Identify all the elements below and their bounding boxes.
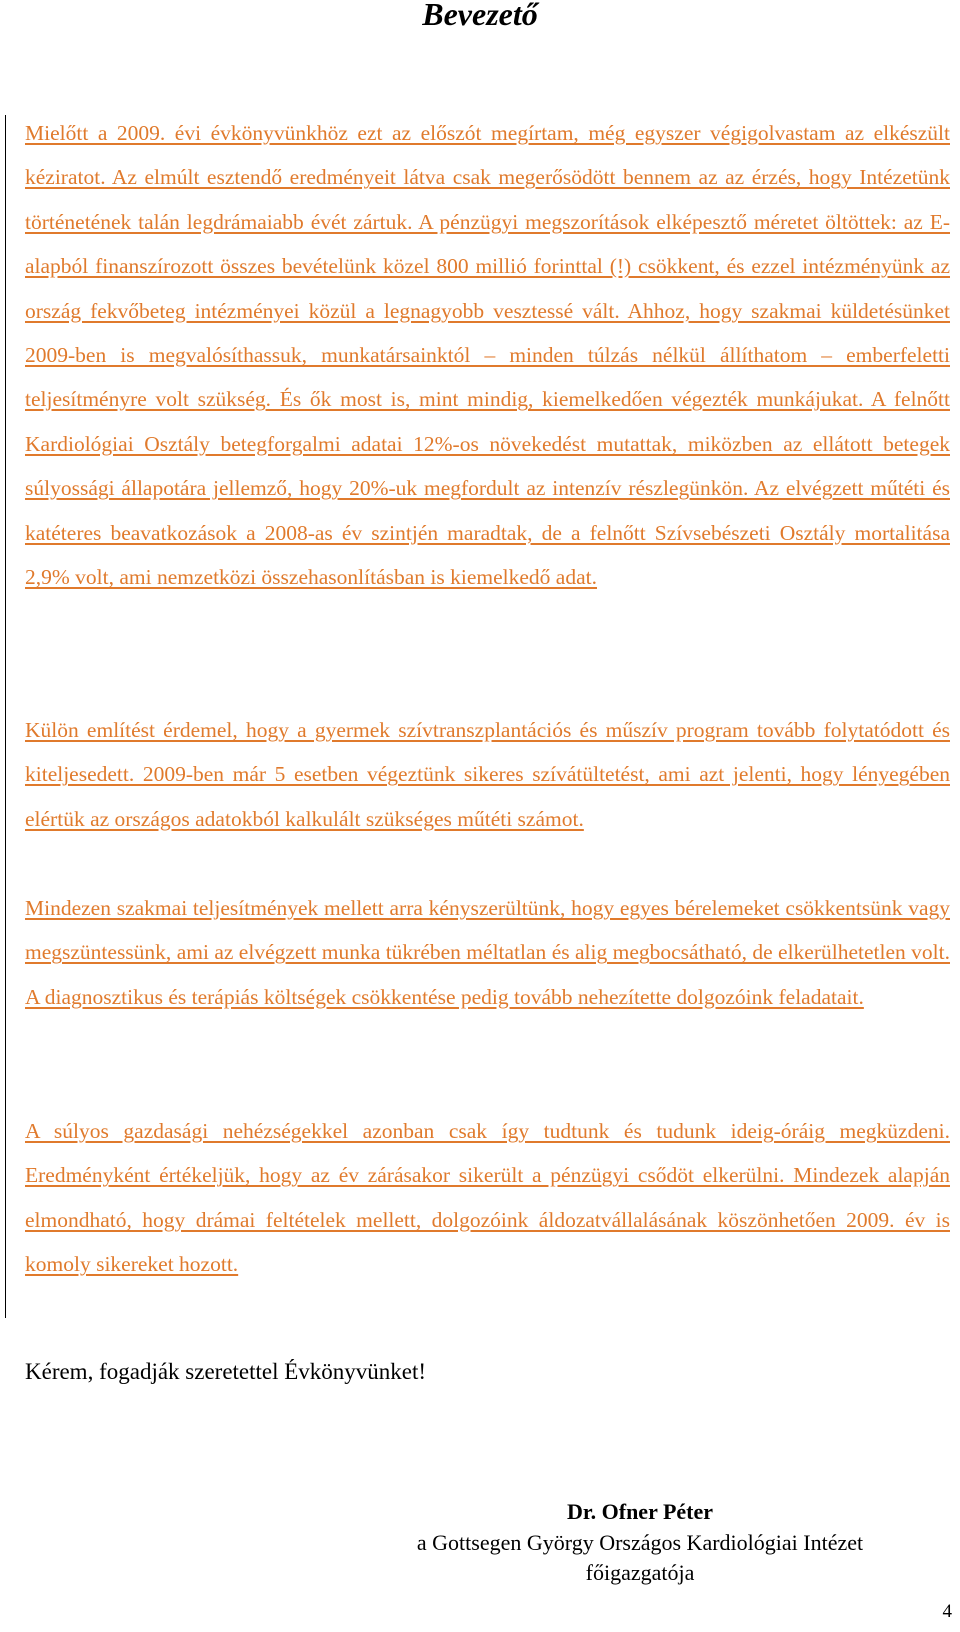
page-number: 4 — [942, 1601, 952, 1622]
paragraph-3-text: Mindezen szakmai teljesítmények mellett arra kényszerültünk, hogy egyes bérelemeket csökkentsünk vagy megszüntessünk, ami az elvégzett munka tükrében méltatlan és alig megbocsátható, de elkerülhetetlen volt. A diagnosztikus és terápiás költségek csökkentése pedig tovább nehezítette dolgozóink feladatait. — [25, 896, 950, 1009]
signature-name: Dr. Ofner Péter — [567, 1499, 713, 1524]
paragraph-2-text: Külön említést érdemel, hogy a gyermek szívtranszplantációs és műszív program tovább folytatódott és kiteljesedett. 2009-ben már 5 esetben végeztünk sikeres szívátültetést, ami azt jelenti, hogy lényegében elértük az országos adatokból kalkulált szükséges műtéti számot. — [25, 718, 950, 831]
paragraph-1-segment-1: Mielőtt a 2009. évi évkönyvünkhöz ezt az előszót megírtam, még egyszer végigolvastam az elkészült kéziratot. Az elmúlt esztendő eredményeit látva csak megerősödött bennem az az érzés, hogy Intézetünk történetének talán legdrámaiabb évét zártuk. — [25, 121, 950, 234]
paragraph-1 — [25, 111, 950, 599]
closing-line: Kérem, fogadják szeretettel Évkönyvünket! — [25, 1359, 427, 1384]
revision-change-bar — [5, 115, 6, 1318]
paragraph-2 — [25, 708, 950, 841]
signature-role: főigazgatója — [585, 1560, 695, 1585]
paragraph-4 — [25, 1109, 950, 1287]
signature-organization: a Gottsegen György Országos Kardiológiai Intézet — [416, 1530, 864, 1555]
paragraph-3 — [25, 886, 950, 1019]
page-title: Bevezető — [422, 0, 538, 32]
paragraph-1-segment-2: A pénzügyi megszorítások elképesztő méretet öltöttek: az E-alapból finanszírozott összes bevételünk közel 800 millió forinttal (!) csökkent, és ezzel intézményünk az ország fekvőbeteg intézményei közül a legnagyobb vesztessé vált. Ahhoz, hogy szakmai küldetésünket 2009-ben is megvalósíthassuk, munkatársainktól – minden túlzás nélkül állíthatom – emberfeletti teljesítményre volt szükség. És ők most is, mint mindig, kiemelkedően végezték munkájukat. A felnőtt Kardiológiai Osztály betegforgalmi adatai 12%-os növekedést mutattak, miközben az ellátott betegek súlyossági állapotára jellemző, hogy 20%-uk megfordult az intenzív részlegünkön. Az elvégzett műtéti és katéteres beavatkozások a 2008-as év szintjén maradtak, de a felnőtt Szívsebészeti Osztály mortalitása 2,9% volt, ami nemzetközi összehasonlításban is kiemelkedő adat. — [25, 209, 950, 590]
paragraph-4-text: A súlyos gazdasági nehézségekkel azonban csak így tudtunk és tudunk ideig-óráig megküzdeni. Eredményként értékeljük, hogy az év zárásakor sikerült a pénzügyi csődöt elkerülni. Mindezek alapján elmondható, hogy drámai feltételek mellett, dolgozóink áldozatvállalásának köszönhetően 2009. év is komoly sikereket hozott. — [25, 1119, 950, 1277]
